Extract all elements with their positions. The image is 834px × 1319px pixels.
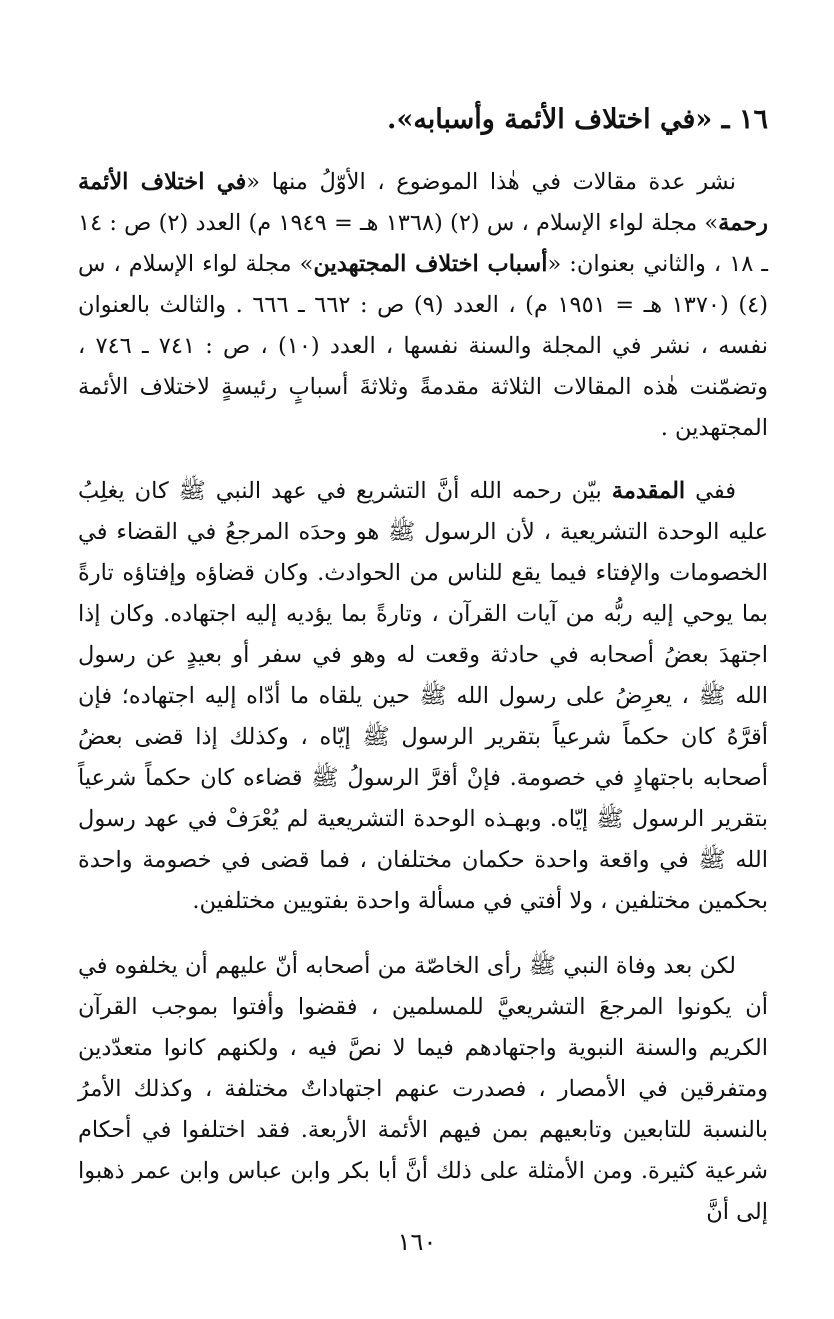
text-segment: بيّن رحمه الله أنَّ التشريع في عهد النبي ﷺ كان يغلِبُ عليه الوحدة التشريعية ، لأن الرسول ﷺ هو وحدَه المرجعُ في القضاء في الخصومات والإفتاء فيما يقع للناس من الحوادث. وكان قضاؤه وإفتاؤه تارةً بما يوحي إليه ربُّه من آيات القرآن ، وتارةً بما يؤديه إليه اجتهاده. وكان إذا اجتهدَ بعضُ أصحابه في حادثة وقعت له وهو في سفر أو بعيدٍ عن رسول الله ﷺ ، يعرِضُ على رسول الله ﷺ حين يلقاه ما أدّاه إليه اجتهاده؛ فإن أقرَّهُ كان حكماً شرعياً بتقرير الرسول ﷺ إيّاه ، وكذلك إذا قضى بعضُ أصحابه باجتهادٍ في خصومة. فإنْ أقرَّ الرسولُ ﷺ قضاءه كان حكماً شرعياً بتقرير الرسول ﷺ إيّاه. وبهـذه الوحدة التشريعية لم يُعْرَفْ في عهد رسول الله ﷺ في واقعة واحدة حكمان مختلفان ، فما قضى في خصومة واحدة بحكمين مختلفين ، ولا أفتي في مسألة واحدة بفتويين مختلفين. [78, 478, 768, 914]
page-number: ١٦٠ [397, 1228, 437, 1256]
text-segment: ففي [685, 478, 736, 504]
article-title-2: أسباب اختلاف المجتهدين [313, 251, 548, 277]
text-segment: لكن بعد وفاة النبي ﷺ رأى الخاصّة من أصحابه أنّ عليهم أن يخلفوه في أن يكونوا المرجعَ التشريعيَّ للمسلمين ، فقضوا وأفتوا بموجب القرآن الكريم والسنة النبوية واجتهادهم فيما لا نصَّ فيه ، ولكنهم كانوا متعدّدين ومتفرقين في الأمصار ، فصدرت عنهم اجتهاداتٌ مختلفة ، وكذلك الأمرُ بالنسبة للتابعين وتابعيهم بمن فيهم الأئمة الأربعة. فقد اختلفوا في أحكام شرعية كثيرة. ومن الأمثلة على ذلك أنَّ أبا بكر وابن عباس وابن عمر ذهبوا إلى أنَّ [78, 953, 768, 1225]
page-body [78, 98, 768, 1233]
paragraph-introduction [78, 471, 768, 922]
text-segment: » مجلة لواء الإسلام ، س (٤) (١٣٧٠ هـ = ١٩٥١ م) ، العدد (٩) ص : ٦٦٢ ـ ٦٦٦ . والثالث بالعنوان نفسه ، نشر في المجلة والسنة نفسها ، العدد (١٠) ، ص : ٧٤١ ـ ٧٤٦ ، وتضمّنت هٰذه المقالات الثلاثة مقدمةً وثلاثةَ أسبابٍ رئيسةٍ لاختلاف الأئمة المجتهدين . [78, 251, 768, 441]
paragraph-after-prophet [78, 946, 768, 1233]
text-segment: نشر عدة مقالات في هٰذا الموضوع ، الأوّلُ منها « [246, 169, 736, 195]
article-title-1: في اختلاف الأئمة رحمة [78, 169, 768, 236]
introduction-term: المقدمة [611, 478, 686, 504]
section-heading: ١٦ ـ «في اختلاف الأئمة وأسبابه». [387, 104, 768, 135]
paragraph-articles [78, 162, 768, 449]
text-segment: » مجلة لواء الإسلام ، س (٢) (١٣٦٨ هـ = ١٩٤٩ م) العدد (٢) ص : ١٤ ـ ١٨ ، والثاني بعنوان: « [78, 210, 768, 277]
